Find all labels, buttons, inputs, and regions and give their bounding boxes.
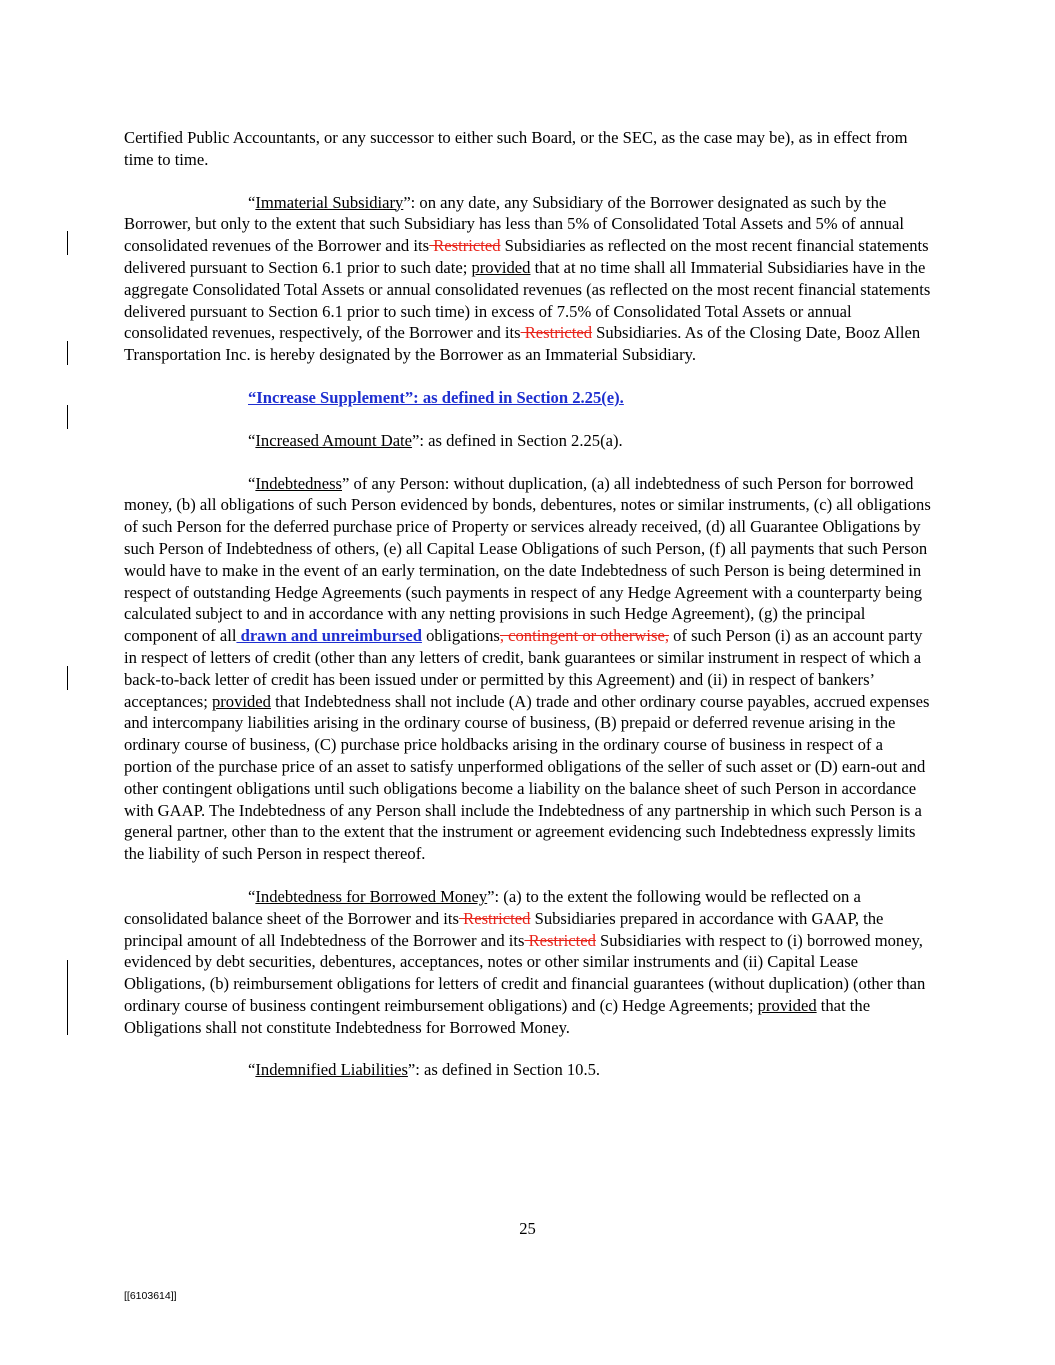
inserted-text: drawn and unreimbursed [236, 626, 422, 646]
deleted-text: , contingent or otherwise, [499, 626, 669, 646]
page-number: 25 [519, 1219, 536, 1238]
change-bar [67, 341, 68, 365]
defined-term: Indemnified Liabilities [255, 1060, 408, 1080]
provided-term: provided [471, 257, 531, 277]
defined-term: Increased Amount Date [255, 430, 413, 450]
continuation-paragraph: Certified Public Accountants, or any successor to either such Board, or the SEC, as the case may be), as in effect from time to time. [124, 128, 908, 169]
definition-increase-supplement [124, 387, 932, 409]
deleted-text: Restricted [524, 930, 596, 950]
change-bar [67, 960, 68, 1035]
deleted-text: Restricted [459, 908, 531, 928]
document-id: [[6103614]] [124, 1290, 177, 1302]
definition-indebtedness-borrowed-money: “Indebtedness for Borrowed Money”: (a) to the extent the following would be reflected on a consolidated balance sheet of the Borrower and its Restricted Subsidiaries prepared in accordance with GAAP, the principal amount of all Indebtedness of the Borrower and its Restricted Subsidiaries with respect to (i) borrowed money, evidenced by debt securities, debentures, acceptances, notes or other similar instruments and (ii) Capital Lease Obligations, (b) reimbursement obligations for letters of credit and financial guarantees (without duplication) (other than ordinary course of business contingent reimbursement obligations) and (c) Hedge Agreements; provided that the Obligations shall not constitute Indebtedness for Borrowed Money. [124, 886, 926, 1037]
deleted-text: Restricted [429, 236, 501, 256]
definition-increased-amount-date: “Increased Amount Date”: as defined in Section 2.25(a). [248, 430, 623, 450]
deleted-text: Restricted [520, 323, 593, 343]
definition-immaterial-subsidiary: “Immaterial Subsidiary”: on any date, any Subsidiary of the Borrower designated as such by the Borrower, but only to the extent that such Subsidiary has less than 5% of Consolidated Total Assets and 5% of annual consolidated revenues of the Borrower and its Restricted Subsidiaries as reflected on the most recent financial statements delivered pursuant to Section 6.1 prior to such date; provided that at no time shall all Immaterial Subsidiaries have in the aggregate Consolidated Total Assets or annual consolidated revenues (as reflected on the most recent financial statements delivered pursuant to Section 6.1 prior to such time) in excess of 7.5% of Consolidated Total Assets or annual consolidated revenues, respectively, of the Borrower and its Restricted Subsidiaries. As of the Closing Date, Booz Allen Transportation Inc. is hereby designated by the Borrower as an Immaterial Subsidiary. [124, 192, 931, 365]
change-bar [67, 666, 68, 690]
provided-term: provided [211, 691, 271, 711]
defined-term: Indebtedness for Borrowed Money [255, 886, 488, 906]
change-bar [67, 231, 68, 255]
inserted-text: “Increase Supplement”: as defined in Section 2.25(e). [248, 387, 624, 407]
document-body [124, 127, 932, 1102]
defined-term: Immaterial Subsidiary [255, 192, 404, 212]
definition-indebtedness: “Indebtedness” of any Person: without duplication, (a) all indebtedness of such Person for borrowed money, (b) all obligations of such Person evidenced by bonds, debentures, notes or similar instruments, (c) all obligations of such Person for the deferred purchase price of Property or services already received, (d) all Guarantee Obligations by such Person of Indebtedness of others, (e) all Capital Lease Obligations of such Person, (f) all payments that such Person would have to make in the event of an early termination, on the date Indebtedness of such Person is being determined in respect of outstanding Hedge Agreements (such payments in respect of any Hedge Agreement with a counterparty being calculated subject to and in accordance with any netting provisions in such Hedge Agreement), (g) the principal component of all drawn and unreimbursed obligations, contingent or otherwise, of such Person (i) as an account party in respect of letters of credit (other than any letters of credit, bank guarantees or similar instrument in respect of which a back-to-back letter of credit has been issued under or permitted by this Agreement) and (ii) in respect of bankers’ acceptances; provided that Indebtedness shall not include (A) trade and other ordinary course payables, accrued expenses and intercompany liabilities arising in the ordinary course of business, (B) prepaid or deferred revenue arising in the ordinary course of business, (C) purchase price holdbacks arising in the ordinary course of business in respect of a portion of the purchase price of an asset to satisfy unperformed obligations of the seller of such asset or (D) earn-out and other contingent obligations until such obligations become a liability on the balance sheet of such Person in accordance with GAAP. The Indebtedness of any Person shall include the Indebtedness of any partnership in which such Person is a general partner, other than to the extent that the instrument or agreement evidencing such Indebtedness expressly limits the liability of such Person in respect thereof. [124, 473, 931, 864]
change-bar [67, 405, 68, 429]
definition-indemnified-liabilities: “Indemnified Liabilities”: as defined in Section 10.5. [248, 1060, 601, 1080]
defined-term: Indebtedness [255, 473, 343, 493]
provided-term: provided [757, 995, 817, 1015]
